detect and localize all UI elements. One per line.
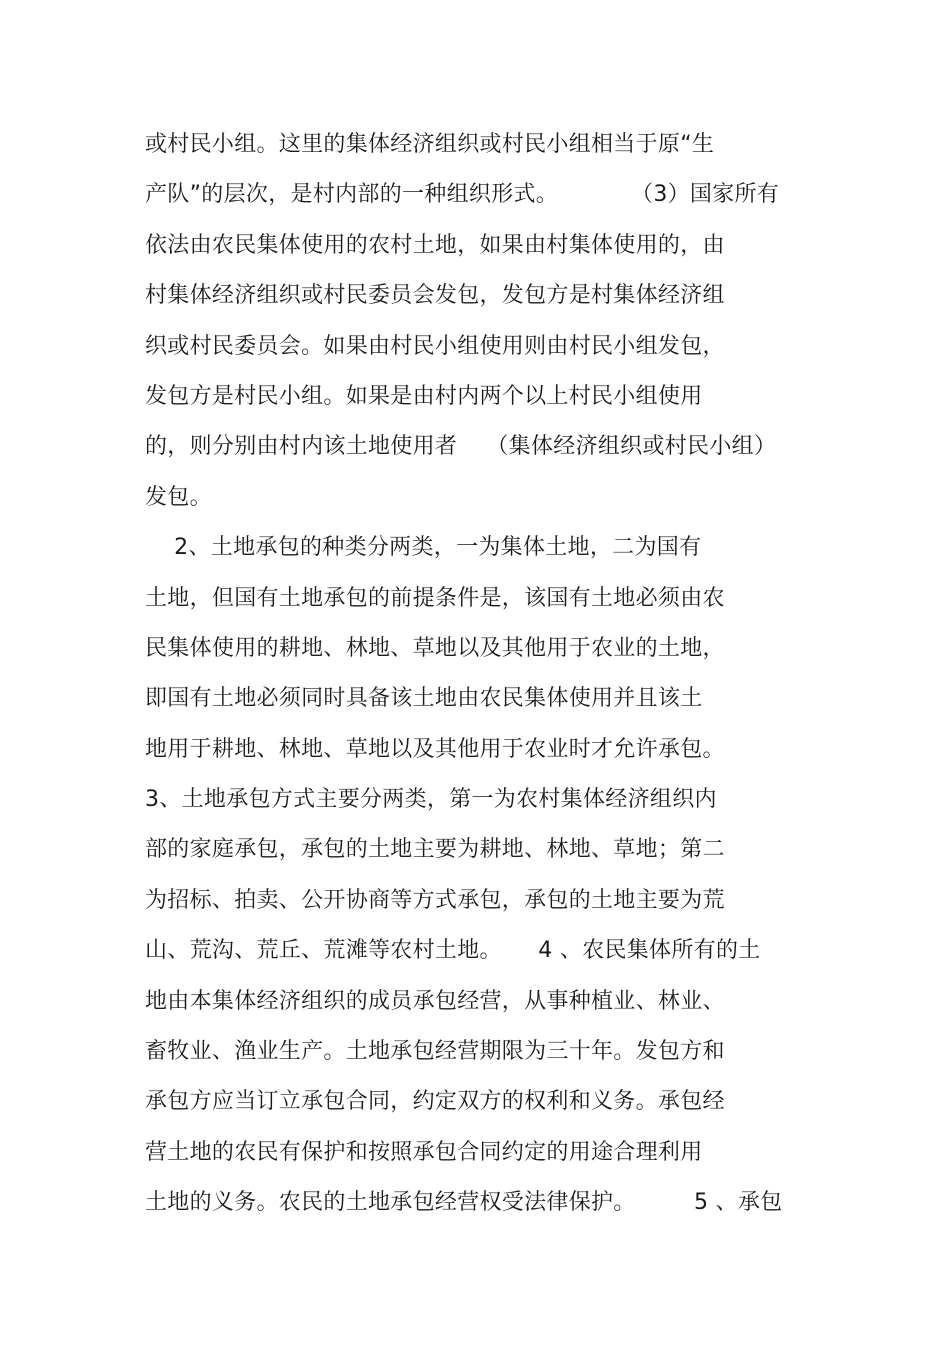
text-line: 民集体使用的耕地、林地、草地以及其他用于农业的土地， [145,635,725,661]
text-line: 营土地的农民有保护和按照承包合同约定的用途合理利用 [145,1139,703,1165]
text-line: 村集体经济组织或村民委员会发包，发包方是村集体经济组 [145,283,725,309]
text-line: 山、荒沟、荒丘、荒滩等农村土地。 4 、农民集体所有的土 [145,938,761,964]
body-text [145,120,835,1229]
text-line: 发包。 [145,484,212,510]
text-line: 依法由农民集体使用的农村土地，如果由村集体使用的，由 [145,232,725,258]
text-line: 土地的义务。农民的土地承包经营权受法律保护。 5 、承包 [145,1190,783,1216]
text-line: 地用于耕地、林地、草地以及其他用于农业时才允许承包。 [145,736,725,762]
text-line: 部的家庭承包，承包的土地主要为耕地、林地、草地；第二 [145,837,725,863]
text-line: 或村民小组。这里的集体经济组织或村民小组相当于原“生 [145,132,715,157]
text-line: 畜牧业、渔业生产。土地承包经营期限为三十年。发包方和 [145,1039,725,1065]
text-line: 织或村民委员会。如果由村民小组使用则由村民小组发包， [145,333,725,359]
text-line: 发包方是村民小组。如果是由村内两个以上村民小组使用 [145,383,703,409]
text-line: 承包方应当订立承包合同，约定双方的权利和义务。承包经 [145,1089,725,1115]
text-line: 地由本集体经济组织的成员承包经营，从事种植业、林业、 [145,988,725,1014]
text-line: 产队”的层次，是村内部的一种组织形式。 （3）国家所有 [145,182,780,208]
text-line: 即国有土地必须同时具备该土地由农民集体使用并且该土 [145,686,703,712]
text-line: 为招标、拍卖、公开协商等方式承包，承包的土地主要为荒 [145,887,725,913]
text-line: 3、土地承包方式主要分两类，第一为农村集体经济组织内 [145,787,717,813]
text-line: 的，则分别由村内该土地使用者 （集体经济组织或村民小组） [145,434,777,460]
text-line: 2、土地承包的种类分两类，一为集体土地，二为国有 [145,535,702,561]
text-line: 土地，但国有土地承包的前提条件是，该国有土地必须由农 [145,585,725,611]
